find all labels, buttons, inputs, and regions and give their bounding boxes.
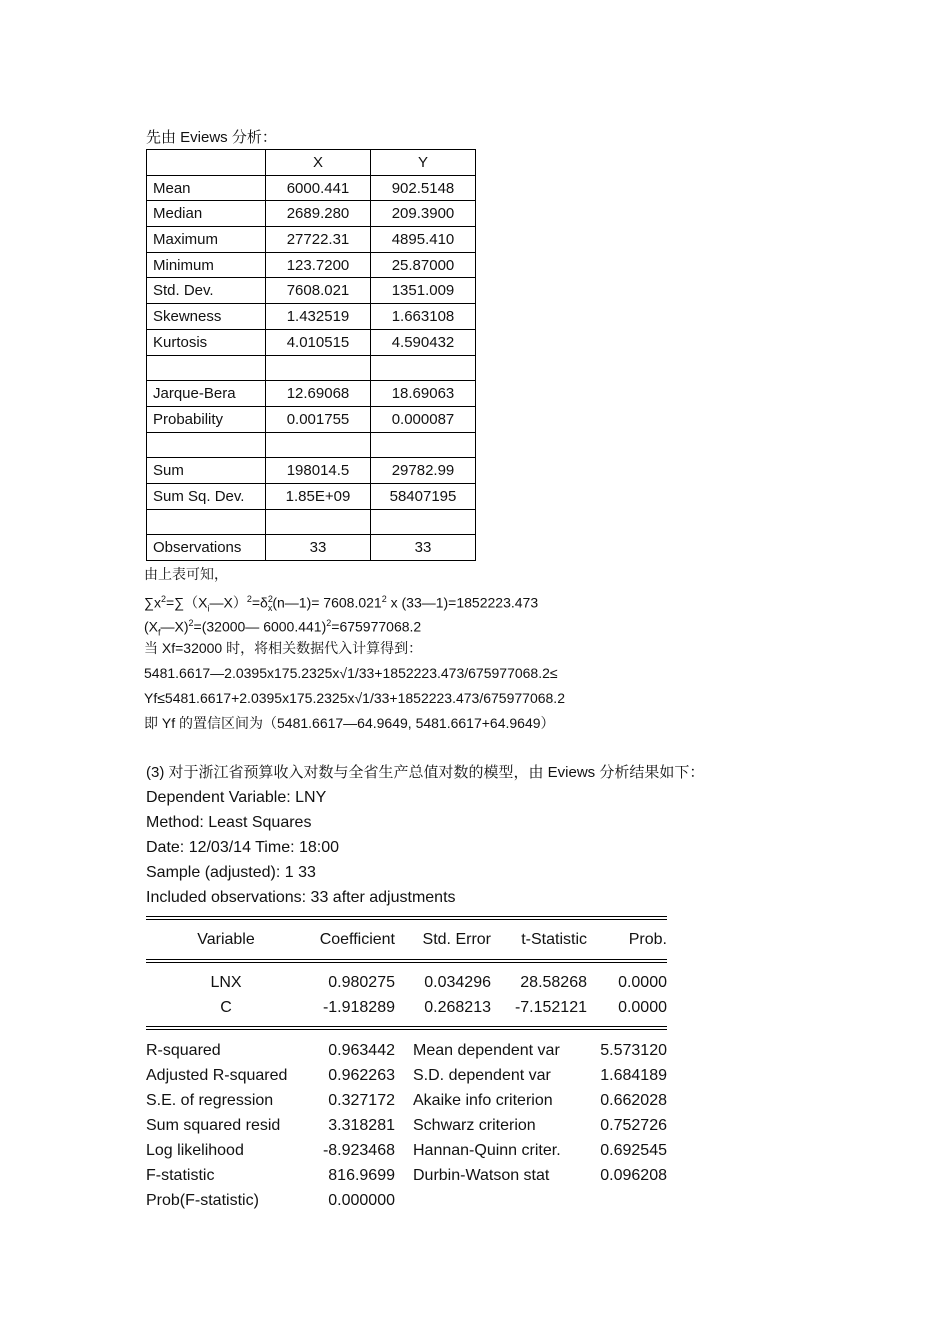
stats-row [147,483,476,509]
derivation-line-7: 即 Yf 的置信区间为（5481.6617—64.9649, 5481.6617+64.9649） [144,715,555,731]
stats-cell: 33 [371,535,476,561]
stats-row [147,175,476,201]
stats-row [147,329,476,355]
summary-cell: Sum squared resid [146,1117,281,1134]
stats-row [147,227,476,253]
stats-row [147,509,476,535]
stats-row [147,355,476,381]
regression-header-cell: t-Statistic [521,931,587,948]
summary-cell: F-statistic [146,1167,215,1184]
stats-cell: Mean [147,175,266,201]
regression-cell: 28.58268 [520,974,587,991]
rule-bot-1 [146,1026,667,1027]
summary-cell: S.E. of regression [146,1092,274,1109]
regression-cell: -7.152121 [514,999,587,1016]
stats-cell [266,355,371,381]
dependent-variable: Dependent Variable: LNY [146,789,327,806]
stats-cell: 209.3900 [371,201,476,227]
sample: Sample (adjusted): 1 33 [146,864,316,881]
stats-cell: Jarque-Bera [147,381,266,407]
regression-cell: LNX [210,974,242,991]
derivation-line-1: 由上表可知， [144,566,228,582]
descriptive-stats-table [146,149,476,561]
stats-cell [266,432,371,458]
summary-cell: 0.327172 [328,1092,395,1109]
stats-cell [147,432,266,458]
stats-cell [371,432,476,458]
stats-row [147,432,476,458]
stats-cell: 7608.021 [266,278,371,304]
stats-cell: Median [147,201,266,227]
stats-row [147,201,476,227]
stats-cell: 25.87000 [371,252,476,278]
stats-cell: 0.001755 [266,406,371,432]
rule-mid-2 [146,962,667,963]
stats-row [147,535,476,561]
rule-top-2 [146,919,667,920]
stats-cell: 29782.99 [371,458,476,484]
stats-cell: 1.85E+09 [266,483,371,509]
summary-cell: 0.963442 [328,1042,395,1059]
stats-row [147,458,476,484]
summary-cell: 0.752726 [600,1117,667,1134]
stats-cell: Skewness [147,304,266,330]
stats-cell: Maximum [147,227,266,253]
derivation-line-5: 5481.6617—2.0395x175.2325x√1/33+1852223.473/675977068.2≤ [144,665,558,681]
stats-cell [266,509,371,535]
stats-cell: 198014.5 [266,458,371,484]
stats-cell: 123.7200 [266,252,371,278]
summary-cell: 0.962263 [328,1067,395,1084]
stats-cell: 4.010515 [266,329,371,355]
derivation-line-4: 当 Xf=32000 时，将相关数据代入计算得到： [144,640,423,656]
included-observations: Included observations: 33 after adjustments [146,889,456,906]
stats-cell: 1.432519 [266,304,371,330]
regression-cell: C [220,999,232,1016]
stats-row [147,278,476,304]
summary-cell: 3.318281 [328,1117,395,1134]
intro-text: 先由 Eviews 分析： [146,129,277,146]
stats-header-cell: X [266,150,371,176]
stats-row [147,406,476,432]
stats-cell: Kurtosis [147,329,266,355]
derivation-line-6: Yf≤5481.6617+2.0395x175.2325x√1/33+1852223.473/675977068.2 [144,690,565,706]
stats-header-row [147,150,476,176]
stats-cell: 12.69068 [266,381,371,407]
stats-cell: Std. Dev. [147,278,266,304]
stats-cell [371,355,476,381]
summary-cell: Adjusted R-squared [146,1067,288,1084]
summary-cell: -8.923468 [322,1142,395,1159]
stats-cell: 4.590432 [371,329,476,355]
method: Method: Least Squares [146,814,312,831]
rule-bot-2 [146,1029,667,1030]
summary-cell: Prob(F-statistic) [146,1192,259,1209]
stats-cell: 33 [266,535,371,561]
stats-row [147,304,476,330]
stats-cell: Sum Sq. Dev. [147,483,266,509]
summary-cell: 0.662028 [600,1092,667,1109]
regression-cell: 0.268213 [424,999,491,1016]
regression-header-cell: Std. Error [422,931,491,948]
derivation-line-2: $\sum x^2=\sum(X_i—X)^2=\delta^2_x(n—1)= 7608.021^2$ x (33—1)=1852223.473 [144,594,539,614]
regression-header-cell: Variable [197,931,255,948]
stats-cell: 2689.280 [266,201,371,227]
rule-top-1 [146,916,667,917]
summary-cell: 816.9699 [328,1167,395,1184]
stats-cell: Probability [147,406,266,432]
stats-cell: 58407195 [371,483,476,509]
stats-cell: 902.5148 [371,175,476,201]
stats-cell [147,355,266,381]
regression-cell: 0.034296 [424,974,491,991]
stats-cell: 27722.31 [266,227,371,253]
summary-cell: 0.692545 [600,1142,667,1159]
regression-header-cell: Coefficient [319,931,395,948]
summary-cell: R-squared [146,1042,221,1059]
stats-cell: 1.663108 [371,304,476,330]
stats-row [147,252,476,278]
summary-cell: Mean dependent var [413,1042,560,1059]
derivation-line-3: $(X_f—X)^2=(32000—$ 6000.441)$^2$=675977068.2 [144,618,422,638]
summary-cell: 0.096208 [600,1167,667,1184]
stats-cell: 18.69063 [371,381,476,407]
regression-cell: 0.0000 [618,999,667,1016]
summary-cell: 5.573120 [600,1042,667,1059]
stats-header-cell [147,150,266,176]
stats-cell [147,509,266,535]
summary-cell: Schwarz criterion [413,1117,536,1134]
summary-cell: Akaike info criterion [413,1092,553,1109]
stats-cell: Sum [147,458,266,484]
stats-cell [371,509,476,535]
regression-header-cell: Prob. [628,931,667,948]
stats-cell: 0.000087 [371,406,476,432]
stats-row [147,381,476,407]
summary-cell: 0.000000 [328,1192,395,1209]
stats-cell: Observations [147,535,266,561]
stats-cell: 4895.410 [371,227,476,253]
stats-header-cell: Y [371,150,476,176]
regression-cell: 0.0000 [618,974,667,991]
date-time: Date: 12/03/14 Time: 18:00 [146,839,340,856]
regression-cell: 0.980275 [328,974,395,991]
summary-cell: 1.684189 [600,1067,667,1084]
rule-mid-1 [146,959,667,960]
stats-cell: 1351.009 [371,278,476,304]
stats-cell: Minimum [147,252,266,278]
section3-title: (3) 对于浙江省预算收入对数与全省生产总值对数的模型，由 Eviews 分析结果如下： [146,764,705,781]
summary-cell: Hannan-Quinn criter. [413,1142,561,1159]
regression-cell: -1.918289 [322,999,395,1016]
summary-cell: S.D. dependent var [413,1067,551,1084]
summary-cell: Durbin-Watson stat [413,1167,550,1184]
summary-cell: Log likelihood [146,1142,244,1159]
stats-cell: 6000.441 [266,175,371,201]
